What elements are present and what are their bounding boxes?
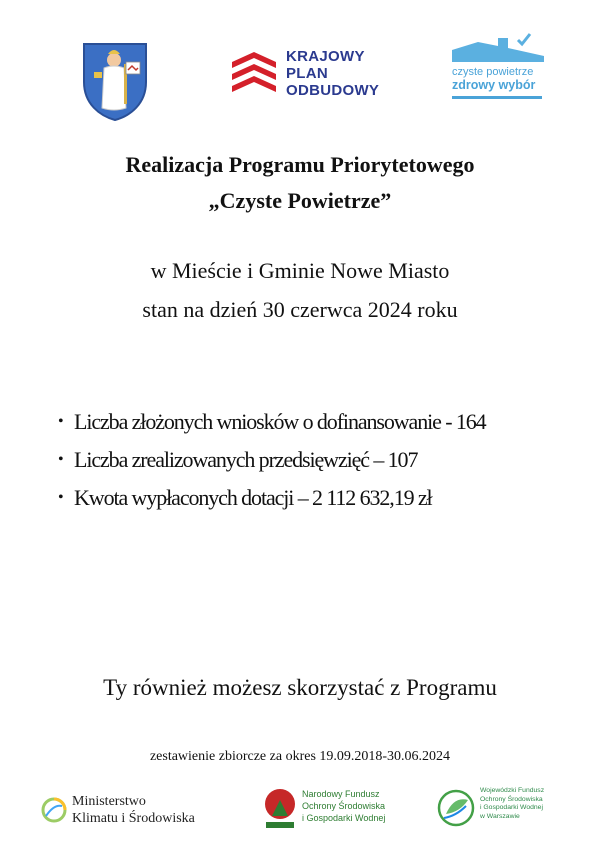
nfos-line3: i Gospodarki Wodnej [302, 813, 386, 823]
wfos-line2: Ochrony Środowiska [480, 795, 543, 803]
bullet: • [58, 489, 64, 506]
municipality-crest-logo [80, 38, 150, 122]
kpo-line3: ODBUDOWY [286, 82, 380, 99]
cp-line1: czyste powietrze [452, 66, 534, 78]
stats-list [58, 403, 486, 517]
kpo-line1: KRAJOWY [286, 48, 365, 65]
period-note: zestawienie zbiorcze za okres 19.09.2018-30.06.2024 [149, 749, 451, 764]
czyste-powietrze-logo [448, 32, 548, 102]
bullet: • [58, 413, 64, 430]
wfosigw-logo [436, 786, 566, 834]
stat-applications: • Liczba złożonych wniosków o dofinansowanie - 164 [58, 403, 486, 441]
title-line2: „Czyste Powietrze” [208, 188, 392, 213]
bullet: • [58, 451, 64, 468]
nfos-line2: Ochrony Środowiska [302, 801, 386, 811]
stat-projects: • Liczba zrealizowanych przedsięwzięć – 107 [58, 441, 486, 479]
mkis-line1: Ministerstwo [72, 794, 146, 809]
subtitle-line1: w Mieście i Gminie Nowe Miasto [150, 258, 450, 283]
call-to-action: Ty również możesz skorzystać z Programu [103, 675, 497, 700]
kpo-line2: PLAN [286, 65, 329, 82]
mkis-line2: Klimatu i Środowiska [72, 811, 195, 826]
ministerstwo-klimatu-logo [40, 792, 220, 832]
title-line1: Realizacja Programu Priorytetowego [125, 152, 475, 177]
wfos-line1: Wojewódzki Fundusz [480, 787, 545, 794]
nfosigw-logo [262, 786, 412, 836]
wfos-line3: i Gospodarki Wodnej [480, 804, 543, 812]
cp-underline [452, 96, 542, 99]
krajowy-plan-odbudowy-logo [232, 44, 392, 102]
subtitle-line2: stan na dzień 30 czerwca 2024 roku [142, 297, 458, 322]
nfos-line1: Narodowy Fundusz [302, 789, 380, 799]
stat-amount: • Kwota wypłaconych dotacji – 2 112 632,19 zł [58, 479, 486, 517]
wfos-line4: w Warszawie [480, 812, 520, 820]
cp-line2: zdrowy wybór [452, 78, 536, 92]
